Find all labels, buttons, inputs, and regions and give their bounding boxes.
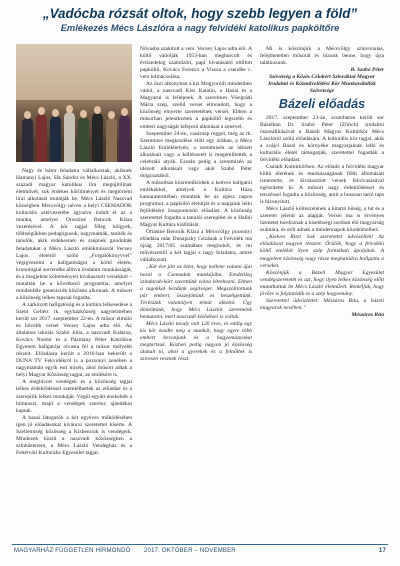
photo-person-head xyxy=(80,110,87,118)
photo-person-head xyxy=(52,109,59,117)
paragraph: Családi Kultúrkörben. Az előadó a felvidéki magyar költő életének és munkásságának főbb állomásait ismertette, és kiválasztott versek felolvasásával egészítette ki. A műsort nagy érdeklődéssel és tetszéssel fogadta a közönség, amit a hosszan tartó taps is bizonyított. xyxy=(260,163,384,206)
photo-person-head xyxy=(94,106,101,114)
paragraph: A zárkózott hallgatóság és a kultúra lelkesedése a Szent Gellért rk. egyházközség nagytermében került sor 2017. szeptember 22-én. A műsor elmúló és bővebb verset Vecsey Lajos adta elő. Az általános iskolás Szabó Júlia, a naszvadi Kalácsa, Kovács Noémi és a Pázmány Péter Katolikus Egyetem hallgatója olvasta fel a műsor mélyebb részeit. Előadásra került a 2016-ban bekerült a DUNA TV Fekvidékről is a pozsonyi zenében a nagymamán egyik esti misén, ahol műsort adtak a helyi Magyar Közösség tagjai, az emlékére is. xyxy=(16,301,132,379)
signature-name: B. Szabó Péter xyxy=(350,67,384,74)
closing-signature: Mészáros Rita xyxy=(351,311,384,318)
photo-person-head xyxy=(121,108,128,116)
footer-issue: 2017. OKTÓBER – NOVEMBER xyxy=(144,548,236,554)
photo-person-head xyxy=(108,111,115,119)
page-headline: „Vadócba rózsát oltok, hogy szebb legyen a föld” xyxy=(42,6,358,21)
photo-person xyxy=(50,116,61,162)
paragraph: Nővasba szakított a vers. Vecsey Lajos adta elő. A költő vádolják 1953-ban meghurcolt és évtizedekig száműzött, papi hivatásától eltiltott papköltő, Kovács Ferencz a Vissza a csendbe c. vers tolmácsolása. xyxy=(140,46,252,81)
paragraph: Óriásiné Bencsik Klára a Mécsvölgy pozsonyi előadása után Dunajszky Gézának a Felvidék ma újság 2017/05 számában megindult, és mi művészetről a két tagjai s nagy feladatra, amire vállalkozott. xyxy=(140,229,252,264)
photo-person xyxy=(92,113,103,162)
photo-person xyxy=(22,118,33,162)
paragraph: Nagy és bátor feladatra vállalkoztak, akiknek Hamanyi Lajos, Sík Sándor és Mécs László, a XX. századi magyar katolikus líra megújítóinak életművét, sok érdekes körülményét és megtörtént lírai alkotását mutatják be. Mécs László Naszvad községben Mécsvölgy néven a helyi CSEMADOK kulturális szervezetébe ágyazva indult el az a munka, amelyet Orosziné Bencsik Klára vezetésével. A kör tagjai főleg hölgyek, többségükben pedagógusok, nagymamák, tanítók és tanulók, akik érdekesnek és szépnek gondolták feladatukat a Mécs László emlékműsorát Vecsey Lajos életéről szóló „Forgatókönyvvel” végigvezetni a hallgatóságot a költő életén, kronológiai sorrendbe állítva irodalmi munkásságát, és a megjelent költeményeit kiválasztott versekkel – mutatták be a következő programba, amelyet mindenféle generációk közösen alkotnak. A műsort a közönség lelkes tapssal fogadta. xyxy=(16,168,132,301)
paragraph: Szeptember 24-én, vasárnap reggel, még az rk. Szentmise megkezdése előtt egy órában, a Mécs László Emlékhelyén, a szentmisén az idézett alkotásait vagy a költészetét is megemlítették a celebráló atyák. Ezután pedig a szentmisén az idézett alkotásait vagy akár Szabó Péter dolgozatából. xyxy=(140,130,252,179)
event-photo xyxy=(16,44,132,162)
quote-paragraph: Szeretettel üdvözlettel: Mészáros Rita, a bázeli magyarok nevében.” xyxy=(260,297,384,311)
article-column-1 xyxy=(16,168,132,536)
paragraph: A hazai látogatók a két egyéves működésében igen jó előadásokat kíváncsi szeretettel kísérte. A Szellemiség közösség a Kisbencsik is vendégeik. Mindezek közül a naszvadi közösségben a színházterem, a Mécs László Vendégház és a Fehérvári Kulturális Egyesület tagjai. xyxy=(16,414,132,456)
article-column-2 xyxy=(140,46,252,536)
page-number: 17 xyxy=(378,548,386,554)
signature-organization: Szövetség a Közös Célokért Szlovákiai Magyar Irodalmi és Közművelődési Kör Munkaválallók Szövetsége xyxy=(268,74,376,94)
paragraph: A műsorban közreműködtek a kedves hallgatói emlékekkel, amelyek a Kultúra Háza kamaratermében mutatták be az egész napos programot, a papköltő életútját és a napjaink lelki fejlődésére összpontosító előadást. A közönség szeretettel fogadta a tanulói szereplést és a Hallói Magyar Kultúra kiállítását. xyxy=(140,179,252,229)
photo-person-head xyxy=(38,107,45,115)
footer-publication: MAGYARHÁZ FÜGGETLEN HÍRMONDÓ xyxy=(14,548,131,554)
photo-person xyxy=(64,112,75,162)
quote-paragraph: Mécs László tavaly volt 120 éves, és eddig egy kis kör kezdte meg a munkát, hogy egyre több embert bevonjunk és a hagyományokat megtartsuk. Közben pedig nagyon jó közösség alakult ki, ahol a gyerekek és a felnőttek is szívesen vesznek részt. xyxy=(140,320,252,363)
photo-person xyxy=(119,115,130,162)
footer-divider xyxy=(12,544,388,545)
photo-backdrop xyxy=(16,44,132,100)
paragraph: Mi is köszönjük a Mécsvölgy színvonalas, felejthetetlen műsorát és bízunk benne, hogy újra találkozunk. xyxy=(260,46,384,67)
photo-person xyxy=(106,118,117,162)
quote-paragraph: Köszönjük a Bázeli Magyar Egyesület vendégszeretetét és azt, hogy ilyen lelkes közönség előtt mutathattuk be Mécs László életművét. Reméljük, hogy jövőre is folytatódik ez a szép hagyomány. xyxy=(260,269,384,297)
photo-person-head xyxy=(66,105,73,113)
photo-person xyxy=(36,114,47,162)
article-column-3 xyxy=(260,46,384,536)
paragraph: 2017. szeptember 23-án, szombaton került sor Bázelban Dr. Szabó Péter (Zürich) irodalmi összeállításával a Bázeli Magyar Kultúrkör Mécs Lászlóról szóló előadására. A kulturális kör tagjai, akik a svájci Bázel és környéke magyarjainak lelki és kulturális életét támogatják, szeretettel fogadták a felvidéki előadást. xyxy=(260,114,384,163)
paragraph: A meghívott vendégek és a közönség tagjai lelkes érdeklődéssel szemlélhették az előadást és a szereplők lelkes munkáját. Végül együtt énekelték a himnuszt, majd a vendégek szerény ajándékot kaptak. xyxy=(16,379,132,414)
page-footer xyxy=(14,548,386,558)
section-title: Bázeli előadás xyxy=(278,96,366,111)
photo-person-head xyxy=(24,111,31,119)
quote-paragraph: „Két éve jött az ötlet, hogy kellene valami újat hozni a Csemadok munkájába. Eredetileg színdarab-kört szerettünk volna létrehozni. Ebben a tagokkal kezdünk segítséget. Megszólítottunk pár embert, összejöttünk és beszélgettünk. Térítsünk valamilyen témát alkotni. Úgy döntöttünk, hogy Mécs Lászlót szeretnénk bemutatni, mert naszvadi kötődései is voltak. xyxy=(140,264,252,320)
photo-person xyxy=(78,117,89,162)
quote-paragraph: „Kedves Rita! Sok szeretettel üdvözöllek! Az előadásod nagyon tetszett. Örülök, hogy a felvidéki költő emlékét ilyen szép formában ápoljátok. A megjelent közönség nagy része meghatódva hallgatta a verseket. xyxy=(260,234,384,269)
page-subheadline: Emlékezés Mécs Lászlóra a nagy felvidéki katolikus papköltőre xyxy=(60,23,340,33)
paragraph: Mécs László költészetének a kitartó hűség, a hit és a szeretet jelenti az alapját. Versei ma is érvényes üzenetet hordoznak a kisebbségi sorsban élő magyarság számára, és erőt adnak a mindennapok küzdelmeihez. xyxy=(260,206,384,234)
paragraph: Az őszi alkonyban a kis Mogyoródi mindenben vádol, a naszvadi Kiss Katalin, a Hazai és a Magyarul is fellépnek. A szerelmes Visegrádi Mária szép, szelíd verset elmondott, hogy a közönség elnyerte szeretetének versét. Ebben a műsorban jelentkeztek a papköltő legszebb és emberi nagyságát kifejező alkotásai a zenével. xyxy=(140,81,252,130)
